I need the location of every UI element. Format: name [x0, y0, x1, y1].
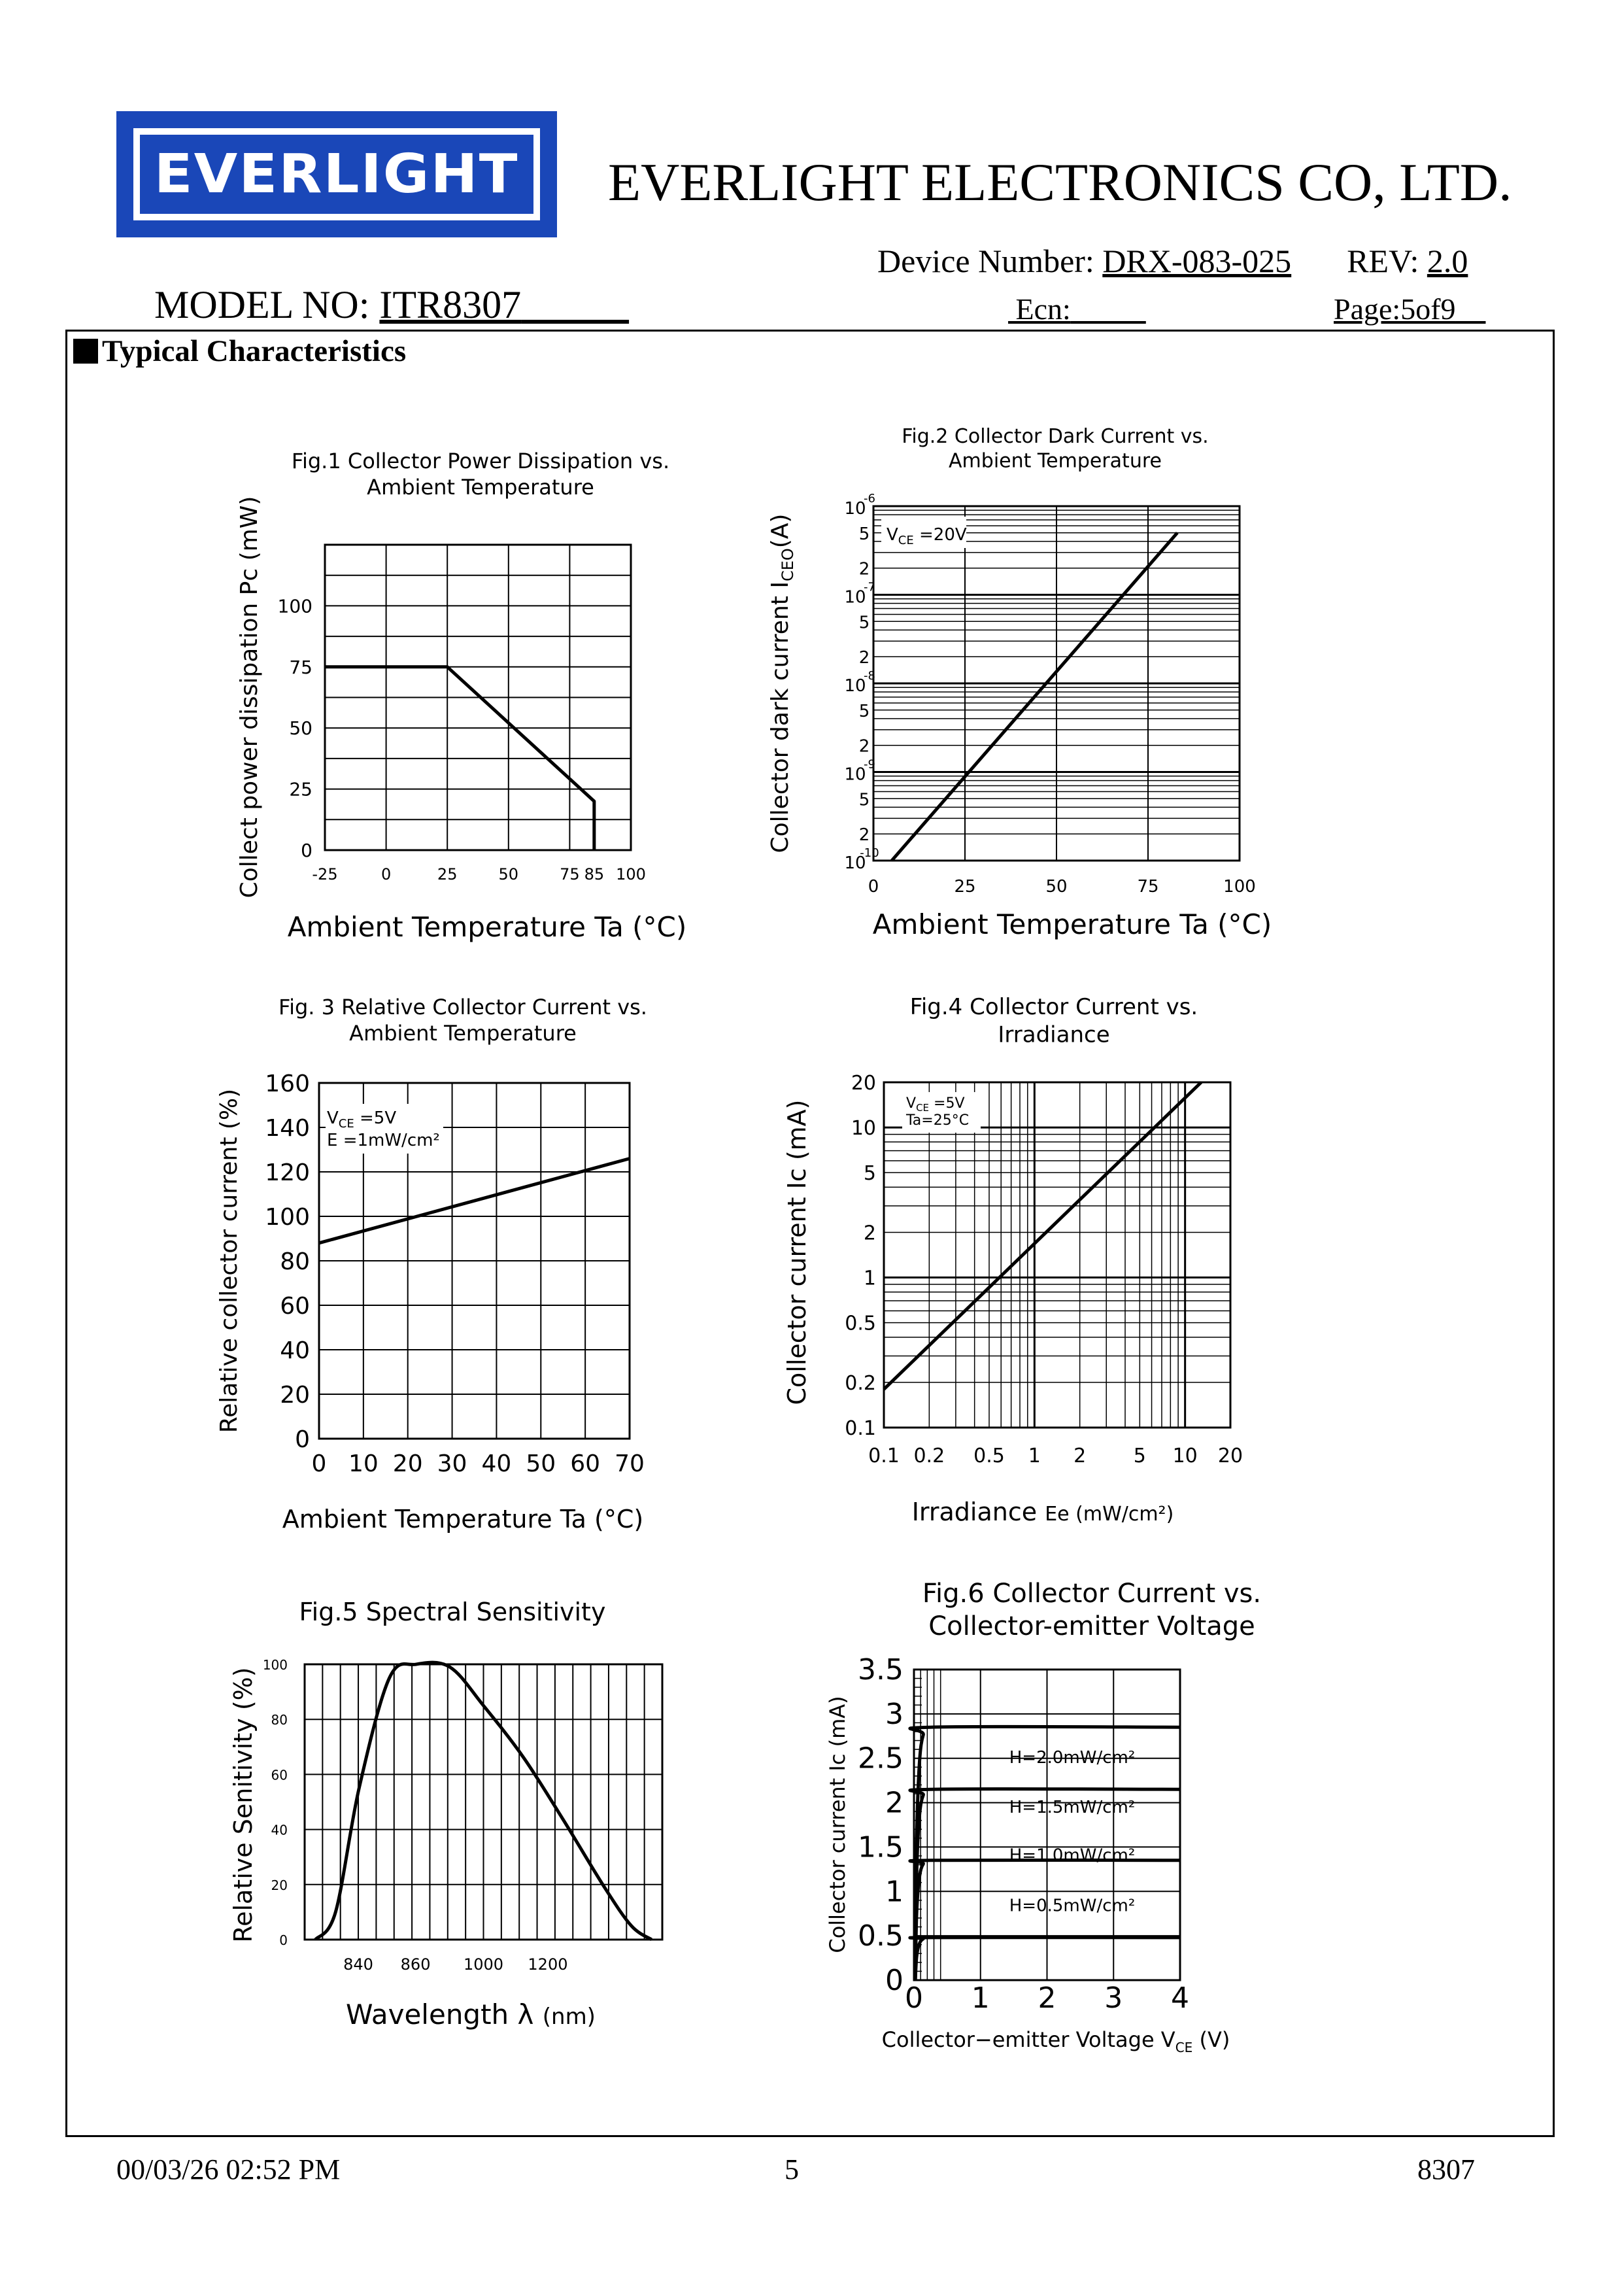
- fig3-annotation: E =1mW/cm²: [327, 1131, 440, 1150]
- company-name: EVERLIGHT ELECTRONICS CO, LTD.: [608, 152, 1512, 212]
- fig2-chart: [767, 425, 1272, 940]
- fig2-x-tick: 0: [868, 877, 879, 897]
- fig4-x-tick: 5: [1133, 1445, 1146, 1467]
- fig5-chart: [229, 1598, 662, 2030]
- fig1-y-tick: 25: [289, 778, 313, 800]
- logo-text: EVERLIGHT: [154, 143, 519, 205]
- fig4-y-tick: 0.2: [845, 1371, 876, 1395]
- fig2-x-tick: 25: [954, 877, 976, 897]
- fig1-title: Fig.1 Collector Power Dissipation vs.: [291, 449, 670, 473]
- fig2-x-tick: 100: [1223, 877, 1256, 897]
- fig2-y-tick: 2: [858, 825, 870, 846]
- fig1-y-tick: 50: [289, 717, 313, 740]
- fig4-title: Fig.4 Collector Current vs.: [909, 994, 1198, 1020]
- fig2-xlabel: Ambient Temperature Ta (°C): [872, 908, 1272, 940]
- page-label: Page:5of9: [1334, 292, 1456, 326]
- fig3-ylabel: Relative collector current (%): [216, 1088, 243, 1433]
- fig6-x-tick: 3: [1104, 1981, 1123, 2015]
- fig2-y-tick: 2: [858, 736, 870, 757]
- fig5-y-tick: 80: [271, 1712, 288, 1728]
- fig3-curve: [319, 1159, 630, 1243]
- fig5-x-tick: 860: [400, 1955, 431, 1974]
- fig6-y-tick: 2.5: [858, 1741, 904, 1775]
- fig3-y-tick: 20: [280, 1382, 310, 1409]
- fig4-x-tick: 0.5: [973, 1445, 1005, 1467]
- fig3-x-tick: 30: [437, 1450, 467, 1477]
- fig5-x-tick: 1000: [463, 1955, 504, 1974]
- fig3-title: Ambient Temperature: [349, 1021, 577, 1046]
- fig2-y-tick: 5: [858, 790, 870, 810]
- fig5-ylabel: Relative Senitivity (%): [229, 1667, 258, 1943]
- ecn-label: Ecn:: [1015, 292, 1071, 326]
- section-title: Typical Characteristics: [73, 334, 406, 369]
- fig6-curve: [910, 1789, 1180, 1980]
- fig2-y-tick: 10: [844, 853, 866, 873]
- fig3-title: Fig. 3 Relative Collector Current vs.: [279, 995, 647, 1019]
- fig5-title: Fig.5 Spectral Sensitivity: [299, 1598, 606, 1626]
- fig6-title: Collector-emitter Voltage: [928, 1611, 1255, 1641]
- fig6-x-tick: 1: [971, 1981, 990, 2015]
- fig4-annotation: $V_{CE} =5V$: [906, 1095, 965, 1114]
- fig4-x-tick: 2: [1073, 1445, 1087, 1467]
- fig6-y-tick: 1.5: [858, 1830, 904, 1864]
- fig3-y-tick: 120: [265, 1159, 310, 1186]
- fig4-chart: [783, 994, 1243, 1526]
- fig4-x-tick: 0.2: [913, 1445, 945, 1467]
- fig1-x-tick: 85: [584, 865, 605, 883]
- fig4-x-tick: 1: [1028, 1445, 1041, 1467]
- fig2-y-tick-exp: -8: [864, 669, 875, 683]
- fig2-y-tick: 10: [844, 676, 866, 696]
- fig3-y-tick: 160: [265, 1071, 310, 1097]
- fig1-x-tick: 50: [498, 865, 519, 883]
- fig3-x-tick: 10: [348, 1450, 379, 1477]
- fig1-chart: [236, 449, 686, 943]
- fig3-xlabel: Ambient Temperature Ta (°C): [282, 1505, 644, 1534]
- fig2-y-tick-exp: -10: [860, 846, 879, 860]
- fig4-y-tick: 1: [863, 1267, 876, 1290]
- fig3-x-tick: 60: [570, 1450, 601, 1477]
- fig1-y-tick: 75: [289, 656, 313, 678]
- fig4-x-tick: 10: [1172, 1445, 1198, 1467]
- fig1-x-tick: -25: [312, 865, 338, 883]
- fig2-y-tick: 10: [844, 587, 866, 608]
- fig4-y-tick: 0.1: [845, 1417, 876, 1440]
- model-value: ITR8307: [379, 283, 522, 326]
- fig4-y-tick: 5: [863, 1162, 876, 1186]
- fig3-y-tick: 0: [295, 1426, 310, 1453]
- fig2-y-tick: 10: [844, 499, 866, 519]
- fig2-y-tick: 5: [858, 701, 870, 721]
- fig6-x-tick: 4: [1171, 1981, 1189, 2015]
- fig2-y-tick-exp: -6: [864, 492, 875, 505]
- fig6-y-tick: 3.5: [858, 1653, 904, 1687]
- fig1-x-tick: 25: [437, 865, 458, 883]
- fig5-xlabel: Wavelength λ (nm): [346, 1998, 596, 2030]
- fig4-y-tick: 20: [851, 1072, 876, 1095]
- fig5-y-tick: 0: [279, 1932, 288, 1948]
- fig1-x-tick: 0: [380, 865, 392, 883]
- fig5-y-tick: 20: [271, 1877, 288, 1893]
- fig2-title: Ambient Temperature: [949, 449, 1162, 473]
- fig1-xlabel: Ambient Temperature Ta (°C): [287, 911, 687, 943]
- fig3-y-tick: 100: [265, 1204, 310, 1231]
- fig3-y-tick: 80: [280, 1248, 310, 1275]
- fig3-y-tick: 40: [280, 1337, 310, 1364]
- fig5-y-tick: 60: [271, 1767, 288, 1783]
- fig6-y-tick: 0: [885, 1964, 904, 1997]
- fig1-y-tick: 100: [277, 595, 313, 617]
- fig4-title: Irradiance: [998, 1021, 1110, 1048]
- fig5-y-tick: 100: [262, 1657, 288, 1673]
- fig6-y-tick: 3: [885, 1697, 904, 1731]
- rev-label: REV:: [1347, 243, 1427, 279]
- fig1-y-tick: 0: [301, 840, 313, 861]
- fig3-y-tick: 60: [280, 1293, 310, 1320]
- fig6-ylabel: Collector current Ic (mA): [825, 1696, 850, 1953]
- fig3-x-tick: 20: [392, 1450, 423, 1477]
- fig3-y-tick: 140: [265, 1115, 310, 1142]
- fig6-x-tick: 2: [1038, 1981, 1056, 2015]
- fig6-y-tick: 2: [885, 1786, 904, 1820]
- fig6-curve: [910, 1860, 1180, 1980]
- fig4-x-tick: 0.1: [868, 1445, 900, 1467]
- fig4-x-tick: 20: [1217, 1445, 1243, 1467]
- fig3-annotation: $V_{CE} =5V$: [327, 1108, 397, 1131]
- fig4-y-tick: 10: [851, 1117, 876, 1140]
- fig2-y-tick-exp: -7: [864, 580, 875, 594]
- fig2-annotation: $V_{CE} =20V$: [887, 525, 967, 547]
- fig3-x-tick: 50: [526, 1450, 556, 1477]
- fig2-y-tick: 5: [858, 613, 870, 633]
- fig6-series-label: H=0.5mW/cm²: [1009, 1896, 1136, 1916]
- fig2-y-tick: 2: [858, 559, 870, 579]
- fig6-y-tick: 0.5: [858, 1919, 904, 1953]
- fig1-x-tick: 100: [616, 865, 646, 883]
- fig6-title: Fig.6 Collector Current vs.: [922, 1579, 1262, 1609]
- fig3-x-tick: 0: [311, 1450, 327, 1477]
- device-label: Device Number:: [877, 243, 1103, 279]
- fig4-ylabel: Collector current Ic (mA): [783, 1099, 811, 1405]
- fig4-y-tick: 0.5: [845, 1312, 876, 1335]
- fig5-x-tick: 840: [343, 1955, 373, 1974]
- fig4-y-tick: 2: [863, 1222, 876, 1245]
- fig6-y-tick: 1: [885, 1875, 904, 1909]
- fig2-ylabel: Collector dark current $I_{CEO}(A)$: [767, 513, 797, 853]
- fig6-series-label: H=1.5mW/cm²: [1009, 1798, 1136, 1817]
- model-label: MODEL NO:: [154, 283, 380, 326]
- fig4-xlabel: Irradiance Ee (mW/cm²): [911, 1498, 1174, 1526]
- fig6-x-tick: 0: [905, 1981, 923, 2015]
- fig2-y-tick-exp: -9: [864, 757, 875, 772]
- fig3-x-tick: 40: [481, 1450, 512, 1477]
- fig5-x-tick: 1200: [528, 1955, 568, 1974]
- fig2-x-tick: 50: [1045, 877, 1068, 897]
- device-number: DRX-083-025: [1102, 243, 1292, 279]
- footer-datetime: 00/03/26 02:52 PM: [116, 2153, 341, 2185]
- fig2-title: Fig.2 Collector Dark Current vs.: [902, 425, 1209, 448]
- fig4-annotation: Ta=25°C: [906, 1112, 970, 1129]
- fig1-x-tick: 75: [560, 865, 580, 883]
- fig3-chart: [216, 995, 647, 1534]
- fig2-y-tick: 5: [858, 524, 870, 544]
- fig3-x-tick: 70: [615, 1450, 645, 1477]
- fig5-y-tick: 40: [271, 1822, 288, 1838]
- fig1-title: Ambient Temperature: [367, 475, 594, 500]
- fig6-series-label: H=2.0mW/cm²: [1009, 1748, 1136, 1768]
- rev-value: 2.0: [1427, 243, 1468, 279]
- footer-page-number: 5: [785, 2153, 799, 2185]
- fig2-y-tick: 10: [844, 764, 866, 785]
- footer-code: 8307: [1417, 2153, 1475, 2185]
- fig2-y-tick: 2: [858, 648, 870, 668]
- fig6-curve: [910, 1938, 1180, 1980]
- fig6-chart: [825, 1579, 1261, 2055]
- fig2-x-tick: 75: [1137, 877, 1159, 897]
- fig1-ylabel: Collect power dissipation Pc (mW): [236, 496, 263, 899]
- fig6-xlabel: Collector−emitter Voltage $V_{CE}$ (V): [881, 2027, 1230, 2055]
- fig6-series-label: H=1.0mW/cm²: [1009, 1845, 1136, 1866]
